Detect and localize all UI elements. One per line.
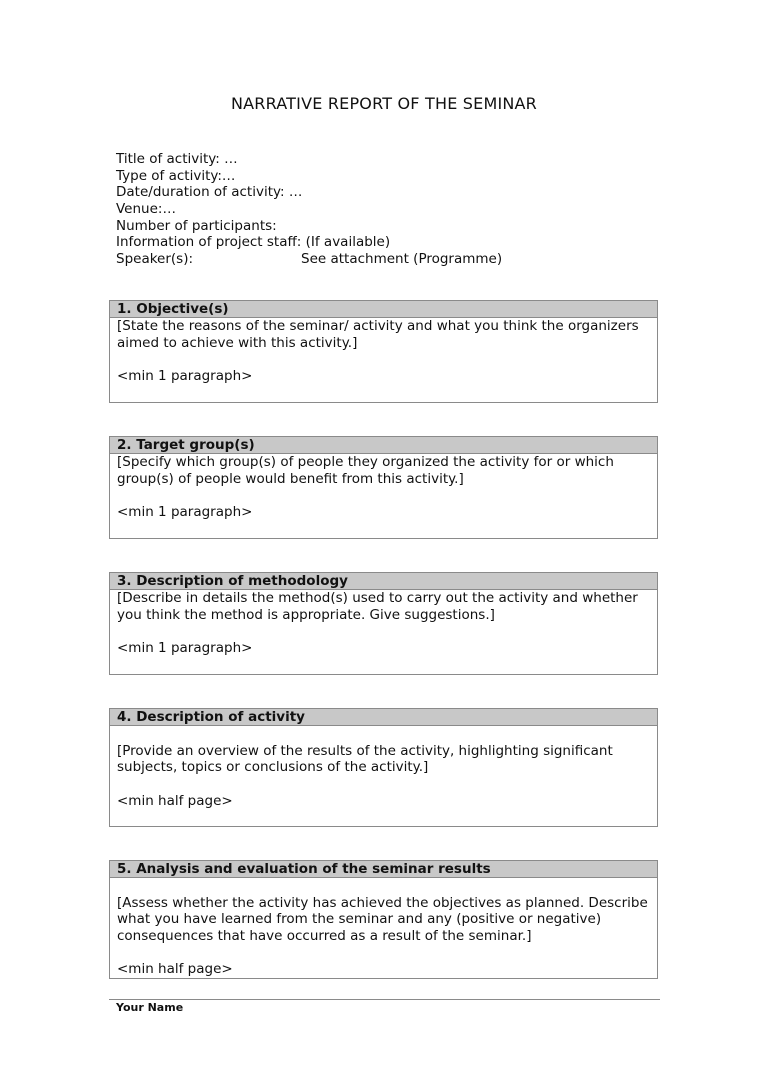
section-header: 3. Description of methodology (110, 573, 657, 590)
section-length-hint: <min 1 paragraph> (117, 368, 253, 385)
speakers-value: See attachment (Programme) (301, 251, 503, 268)
speakers-label: Speaker(s): (116, 251, 194, 268)
section-instruction: [Specify which group(s) of people they organized the activity for or which group(s) of people would benefit from this activity.] (117, 454, 614, 487)
section-body[interactable] (110, 454, 657, 521)
section-length-hint: <min 1 paragraph> (117, 640, 253, 657)
footer-your-name: Your Name (116, 1001, 184, 1014)
section-instruction: [State the reasons of the seminar/ activity and what you think the organizers aimed to achieve with this activity.] (117, 318, 639, 351)
info-venue: Venue:… (116, 201, 176, 218)
info-date-duration: Date/duration of activity: … (116, 184, 303, 201)
info-speakers (116, 251, 503, 268)
page-title: NARRATIVE REPORT OF THE SEMINAR (230, 94, 538, 113)
section-header: 2. Target group(s) (110, 437, 657, 454)
section-body[interactable] (110, 590, 657, 657)
section-length-hint: <min half page> (117, 961, 233, 978)
section-methodology (109, 572, 658, 675)
section-target-groups (109, 436, 658, 539)
section-length-hint: <min half page> (117, 792, 233, 809)
info-participants: Number of participants: (116, 217, 277, 234)
section-instruction: [Describe in details the method(s) used to carry out the activity and whether you think the method is appropriate. Give suggestions.] (117, 590, 638, 623)
info-type-of-activity: Type of activity:… (116, 167, 236, 184)
section-body[interactable] (110, 726, 657, 809)
section-body[interactable] (110, 878, 657, 978)
section-objectives (109, 300, 658, 403)
section-instruction: [Assess whether the activity has achieved the objectives as planned. Describe what you have learned from the seminar and any (positive or negative) consequences that have occurred as a result of the seminar.] (117, 894, 648, 945)
section-header: 4. Description of activity (110, 709, 657, 726)
section-header: 1. Objective(s) (110, 301, 657, 318)
section-length-hint: <min 1 paragraph> (117, 504, 253, 521)
info-project-staff: Information of project staff: (If available) (116, 234, 391, 251)
section-activity-description (109, 708, 658, 827)
activity-info-block (116, 151, 503, 268)
section-header: 5. Analysis and evaluation of the seminar results (110, 861, 657, 878)
info-title-of-activity: Title of activity: … (116, 151, 238, 167)
footer-divider (109, 999, 660, 1000)
section-analysis-evaluation (109, 860, 658, 979)
section-body[interactable] (110, 318, 657, 385)
section-instruction: [Provide an overview of the results of the activity, highlighting significant subjects, topics or conclusions of the activity.] (117, 742, 613, 776)
